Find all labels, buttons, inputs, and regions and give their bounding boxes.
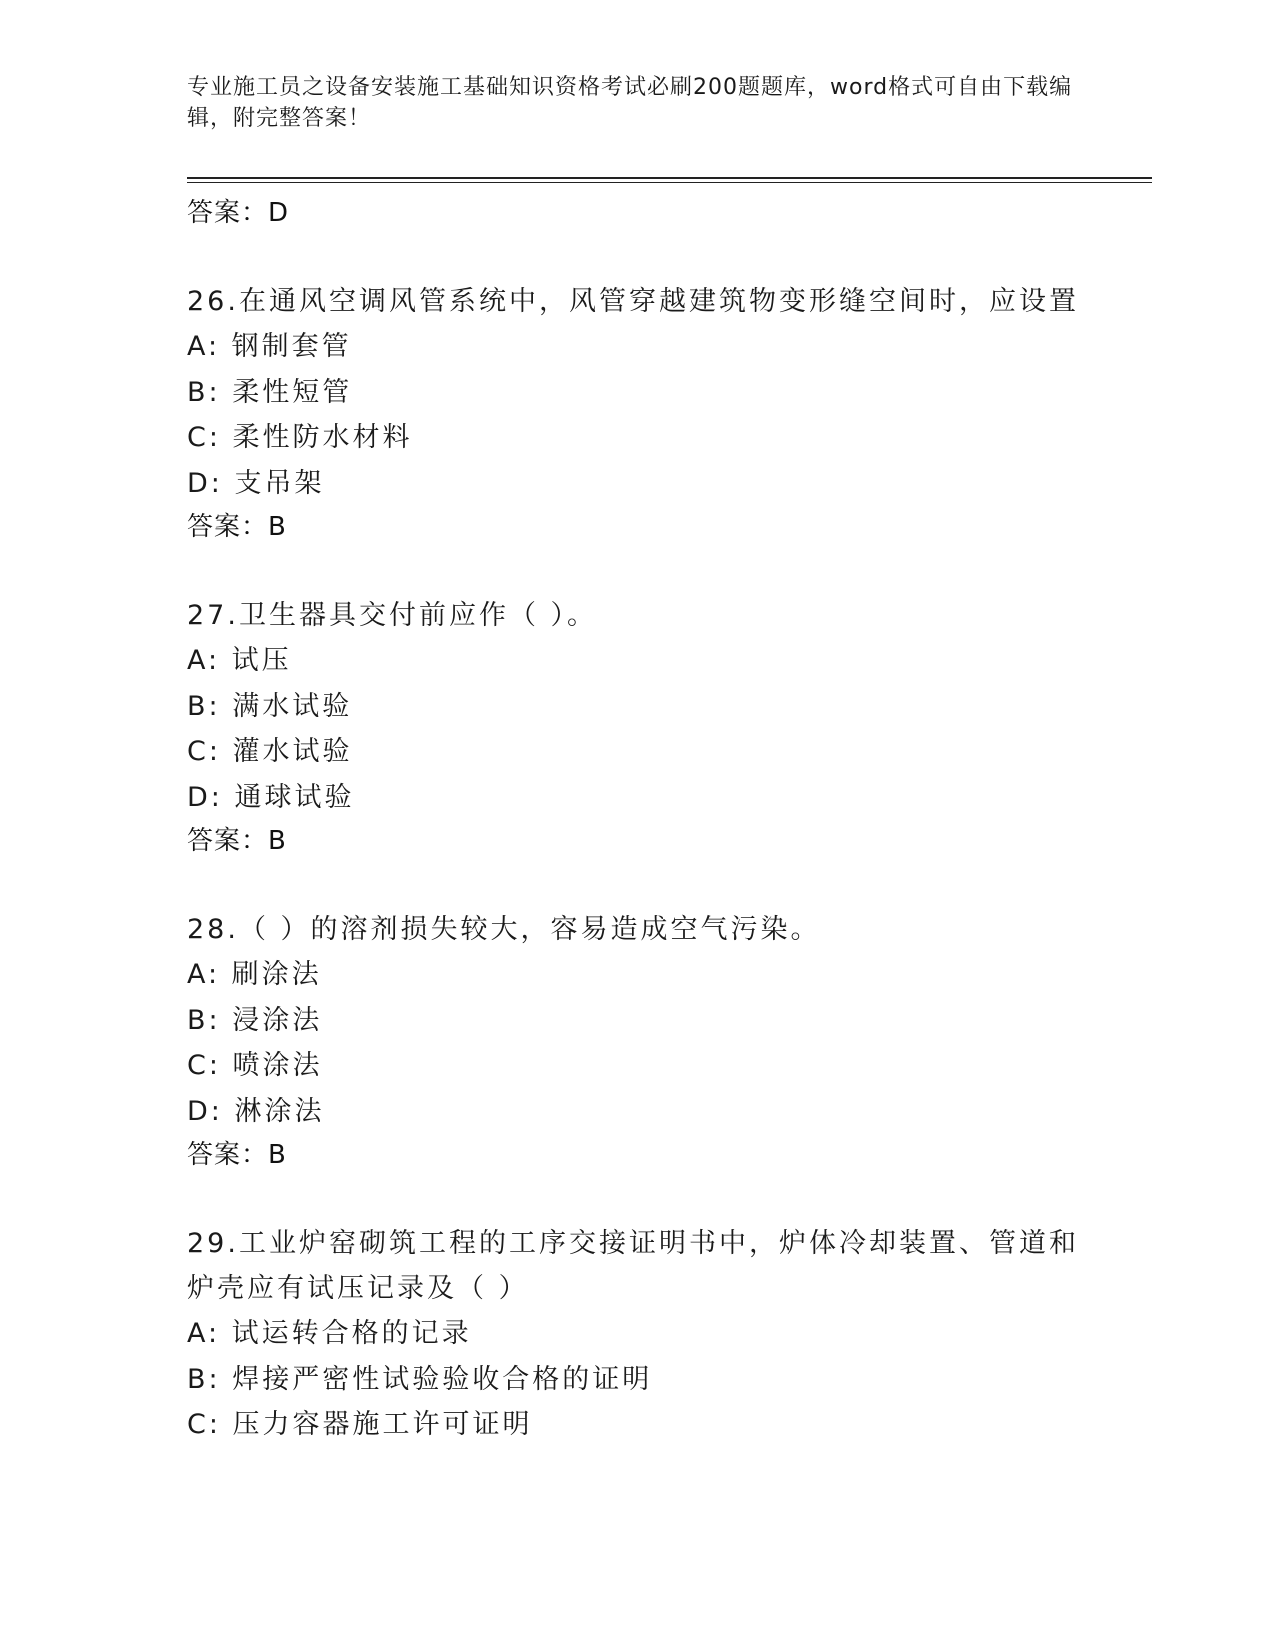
option-b: B: 浸涂法	[187, 1004, 323, 1036]
option-d: D: 通球试验	[187, 781, 355, 813]
question-text: 26.在通风空调风管系统中，风管穿越建筑物变形缝空间时，应设置	[187, 286, 1079, 317]
question-text: 27.卫生器具交付前应作（ ）。	[187, 600, 598, 631]
answer-line: 答案：B	[187, 826, 287, 856]
question-list	[187, 192, 1087, 1448]
option-c: C: 压力容器施工许可证明	[187, 1409, 533, 1440]
answer-line: 答案：B	[187, 512, 287, 542]
answer-line: 答案：D	[187, 198, 290, 228]
question-text: 29.工业炉窑砌筑工程的工序交接证明书中，炉体冷却装置、管道和炉壳应有试压记录及（ ）	[187, 1228, 1079, 1304]
header-divider-bottom	[187, 182, 1152, 183]
option-a: A: 钢制套管	[187, 331, 352, 362]
option-a: A: 试压	[187, 645, 292, 676]
answer-line: 答案：B	[187, 1140, 287, 1170]
option-a: A: 刷涂法	[187, 959, 322, 990]
option-b: B: 焊接严密性试验验收合格的证明	[187, 1363, 653, 1395]
document-header: 专业施工员之设备安装施工基础知识资格考试必刷200题题库，word格式可自由下载编辑，附完整答案！	[187, 75, 1073, 131]
option-b: B: 柔性短管	[187, 376, 353, 408]
option-b: B: 满水试验	[187, 690, 353, 722]
option-c: C: 喷涂法	[187, 1050, 323, 1081]
option-c: C: 灌水试验	[187, 736, 353, 767]
option-d: D: 支吊架	[187, 467, 325, 499]
option-d: D: 淋涂法	[187, 1095, 325, 1127]
question-text: 28.（ ）的溶剂损失较大，容易造成空气污染。	[187, 914, 821, 945]
option-a: A: 试运转合格的记录	[187, 1318, 472, 1349]
header-divider-top	[187, 177, 1152, 179]
option-c: C: 柔性防水材料	[187, 422, 413, 453]
